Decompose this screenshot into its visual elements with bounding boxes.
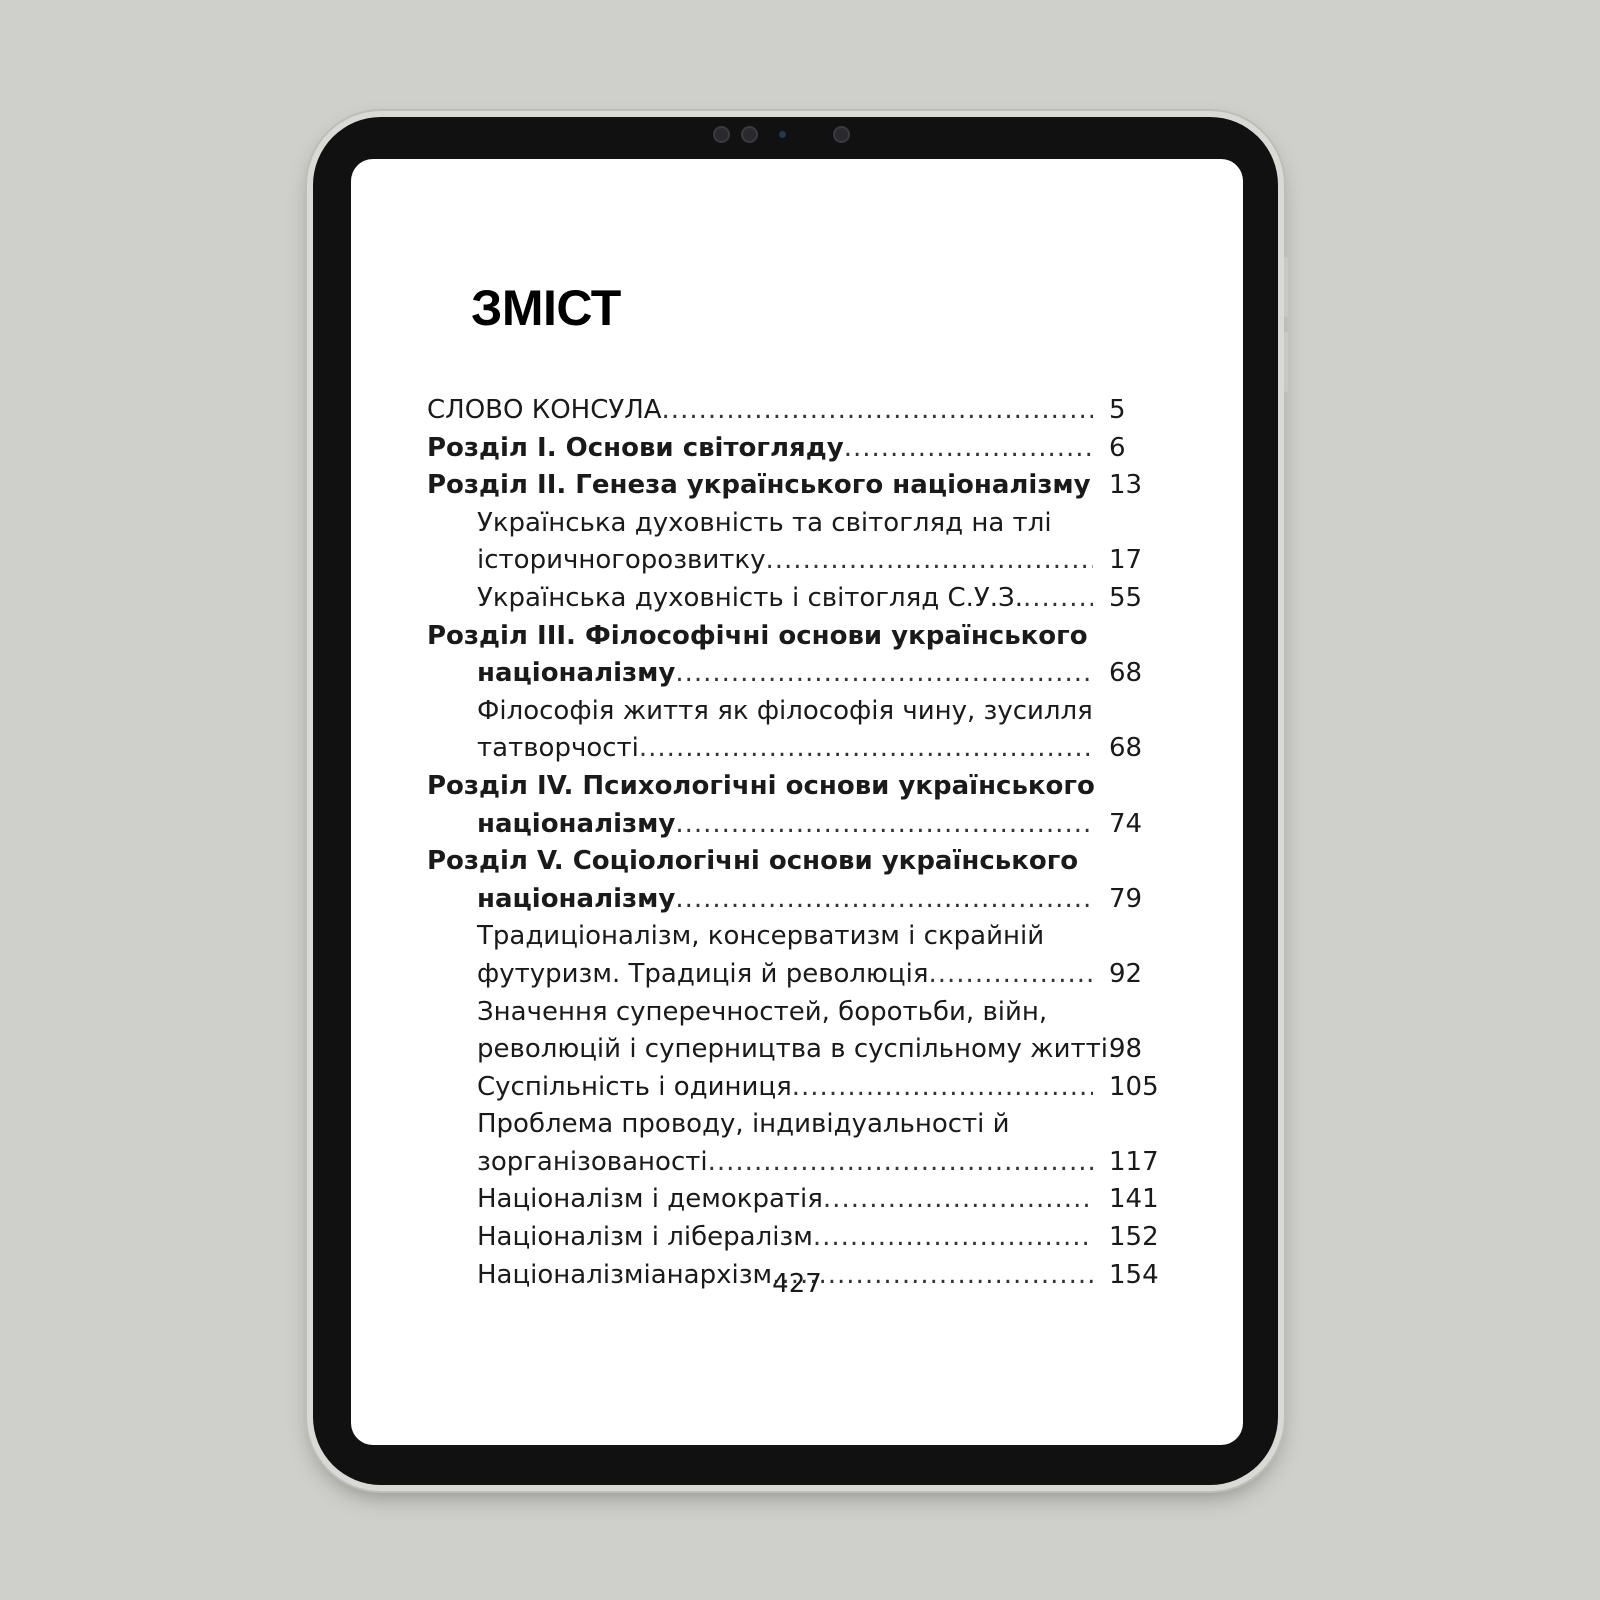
dot-leader xyxy=(1091,467,1093,505)
toc-section-entry[interactable] xyxy=(427,918,1167,993)
toc-entry-line xyxy=(427,1031,1167,1069)
dot-leader xyxy=(792,1069,1093,1107)
page-number: 427 xyxy=(772,1269,822,1299)
toc-entry-page: 68 xyxy=(1109,733,1143,764)
dot-leader xyxy=(1023,580,1093,618)
dot-leader xyxy=(675,881,1093,919)
toc-entry-line xyxy=(427,1069,1167,1107)
table-of-contents xyxy=(427,392,1167,1294)
toc-entry-page: 55 xyxy=(1109,582,1143,613)
toc-entry-line xyxy=(427,1144,1167,1182)
toc-entry-line xyxy=(427,430,1167,468)
toc-entry-title: Націоналізм і демократія xyxy=(477,1184,823,1215)
toc-entry-page: 141 xyxy=(1109,1184,1159,1215)
dot-leader xyxy=(929,956,1094,994)
toc-entry-line xyxy=(427,693,1167,731)
toc-entry-title: націоналізму xyxy=(477,883,676,914)
toc-entry-line xyxy=(427,1106,1167,1144)
toc-section-entry[interactable] xyxy=(427,580,1167,618)
toc-entry-line xyxy=(427,918,1167,956)
dot-leader xyxy=(766,542,1093,580)
dot-leader xyxy=(813,1219,1093,1257)
toc-entry-page: 13 xyxy=(1109,470,1143,501)
toc-entry-title: СЛОВО КОНСУЛА xyxy=(427,395,662,425)
dot-leader xyxy=(708,1144,1093,1182)
toc-section-entry[interactable] xyxy=(427,693,1167,768)
toc-entry-line xyxy=(427,956,1167,994)
toc-entry-line xyxy=(427,806,1167,844)
toc-entry-title: революцій і суперництва в суспільному житті. xyxy=(477,1034,1117,1065)
toc-entry-line xyxy=(427,1181,1167,1219)
toc-entry-title: націоналізму xyxy=(477,808,676,839)
toc-entry-line xyxy=(427,467,1167,505)
dot-leader xyxy=(675,655,1093,693)
toc-entry-title: Розділ ІІІ. Філософічні основи українського xyxy=(427,620,1088,651)
sensor-icon xyxy=(779,131,786,138)
dot-leader xyxy=(675,806,1093,844)
toc-entry-title: Суспільність і одиниця xyxy=(477,1071,792,1102)
toc-entry-page: 98 xyxy=(1109,1034,1143,1065)
toc-entry-title: татворчості xyxy=(477,733,639,764)
toc-entry-page: 68 xyxy=(1109,658,1143,689)
toc-entry-page: 6 xyxy=(1109,432,1126,463)
toc-entry-line xyxy=(427,580,1167,618)
toc-entry-title: Розділ V. Соціологічні основи українського xyxy=(427,846,1079,877)
toc-entry-page: 105 xyxy=(1109,1071,1159,1102)
ebook-screen xyxy=(351,159,1243,1445)
camera-lens-icon xyxy=(741,126,758,143)
toc-front-entry[interactable] xyxy=(427,392,1167,430)
toc-entry-title: Розділ І. Основи світогляду xyxy=(427,432,844,463)
toc-entry-line xyxy=(427,392,1167,430)
toc-section-entry[interactable] xyxy=(427,1069,1167,1107)
dot-leader xyxy=(662,392,1093,430)
tablet-frame xyxy=(313,117,1278,1485)
dot-leader xyxy=(844,430,1093,468)
volume-up-button[interactable] xyxy=(1284,257,1288,317)
toc-entry-line xyxy=(427,994,1167,1032)
toc-section-entry[interactable] xyxy=(427,1219,1167,1257)
toc-section-entry[interactable] xyxy=(427,994,1167,1069)
toc-entry-page: 74 xyxy=(1109,808,1143,839)
toc-entry-page: 92 xyxy=(1109,958,1143,989)
toc-chapter-entry[interactable] xyxy=(427,768,1167,843)
page-title: ЗМІСТ xyxy=(471,280,621,336)
toc-entry-page: 152 xyxy=(1109,1222,1159,1253)
toc-entry-title: Українська духовність та світогляд на тлі xyxy=(477,507,1052,538)
toc-entry-title: історичногорозвитку xyxy=(477,545,766,576)
toc-entry-title: Націоналізміанархізм xyxy=(477,1259,773,1290)
toc-entry-title: Націоналізм і лібералізм xyxy=(477,1222,813,1253)
toc-entry-page: 79 xyxy=(1109,883,1143,914)
camera-icon xyxy=(713,126,730,143)
volume-down-button[interactable] xyxy=(1284,332,1288,392)
toc-entry-title: Філософія життя як філософія чину, зусилля xyxy=(477,695,1093,726)
toc-entry-line xyxy=(427,881,1167,919)
toc-entry-title: футуризм. Традиція й революція xyxy=(477,958,929,989)
toc-chapter-entry[interactable] xyxy=(427,843,1167,918)
toc-section-entry[interactable] xyxy=(427,1106,1167,1181)
toc-entry-line xyxy=(427,730,1167,768)
toc-entry-line xyxy=(427,768,1167,806)
toc-entry-title: Розділ ІV. Психологічні основи українського xyxy=(427,770,1095,801)
toc-entry-page: 5 xyxy=(1109,395,1126,425)
toc-entry-title: Українська духовність і світогляд С.У.З. xyxy=(477,582,1023,613)
toc-section-entry[interactable] xyxy=(427,1181,1167,1219)
toc-chapter-entry[interactable] xyxy=(427,618,1167,693)
toc-entry-line xyxy=(427,843,1167,881)
toc-entry-title: Традиціоналізм, консерватизм і скрайній xyxy=(477,921,1045,952)
toc-chapter-entry[interactable] xyxy=(427,467,1167,505)
toc-entry-title: Значення суперечностей, боротьби, війн, xyxy=(477,996,1048,1027)
toc-entry-line xyxy=(427,505,1167,543)
toc-section-entry[interactable] xyxy=(427,505,1167,580)
toc-entry-title: Проблема проводу, індивідуальності й xyxy=(477,1109,1010,1140)
toc-entry-line xyxy=(427,618,1167,656)
dot-leader xyxy=(823,1181,1093,1219)
toc-entry-title: Розділ ІІ. Генеза українського націоналізму xyxy=(427,470,1091,501)
toc-entry-line xyxy=(427,542,1167,580)
dot-leader xyxy=(639,730,1093,768)
toc-entry-line xyxy=(427,655,1167,693)
toc-entry-title: зорганізованості xyxy=(477,1146,708,1177)
toc-entry-line xyxy=(427,1219,1167,1257)
light-sensor-icon xyxy=(833,126,850,143)
toc-entry-title: націоналізму xyxy=(477,658,676,689)
toc-entry-page: 154 xyxy=(1109,1259,1159,1290)
toc-entry-page: 17 xyxy=(1109,545,1143,576)
toc-chapter-entry[interactable] xyxy=(427,430,1167,468)
toc-entry-page: 117 xyxy=(1109,1146,1159,1177)
